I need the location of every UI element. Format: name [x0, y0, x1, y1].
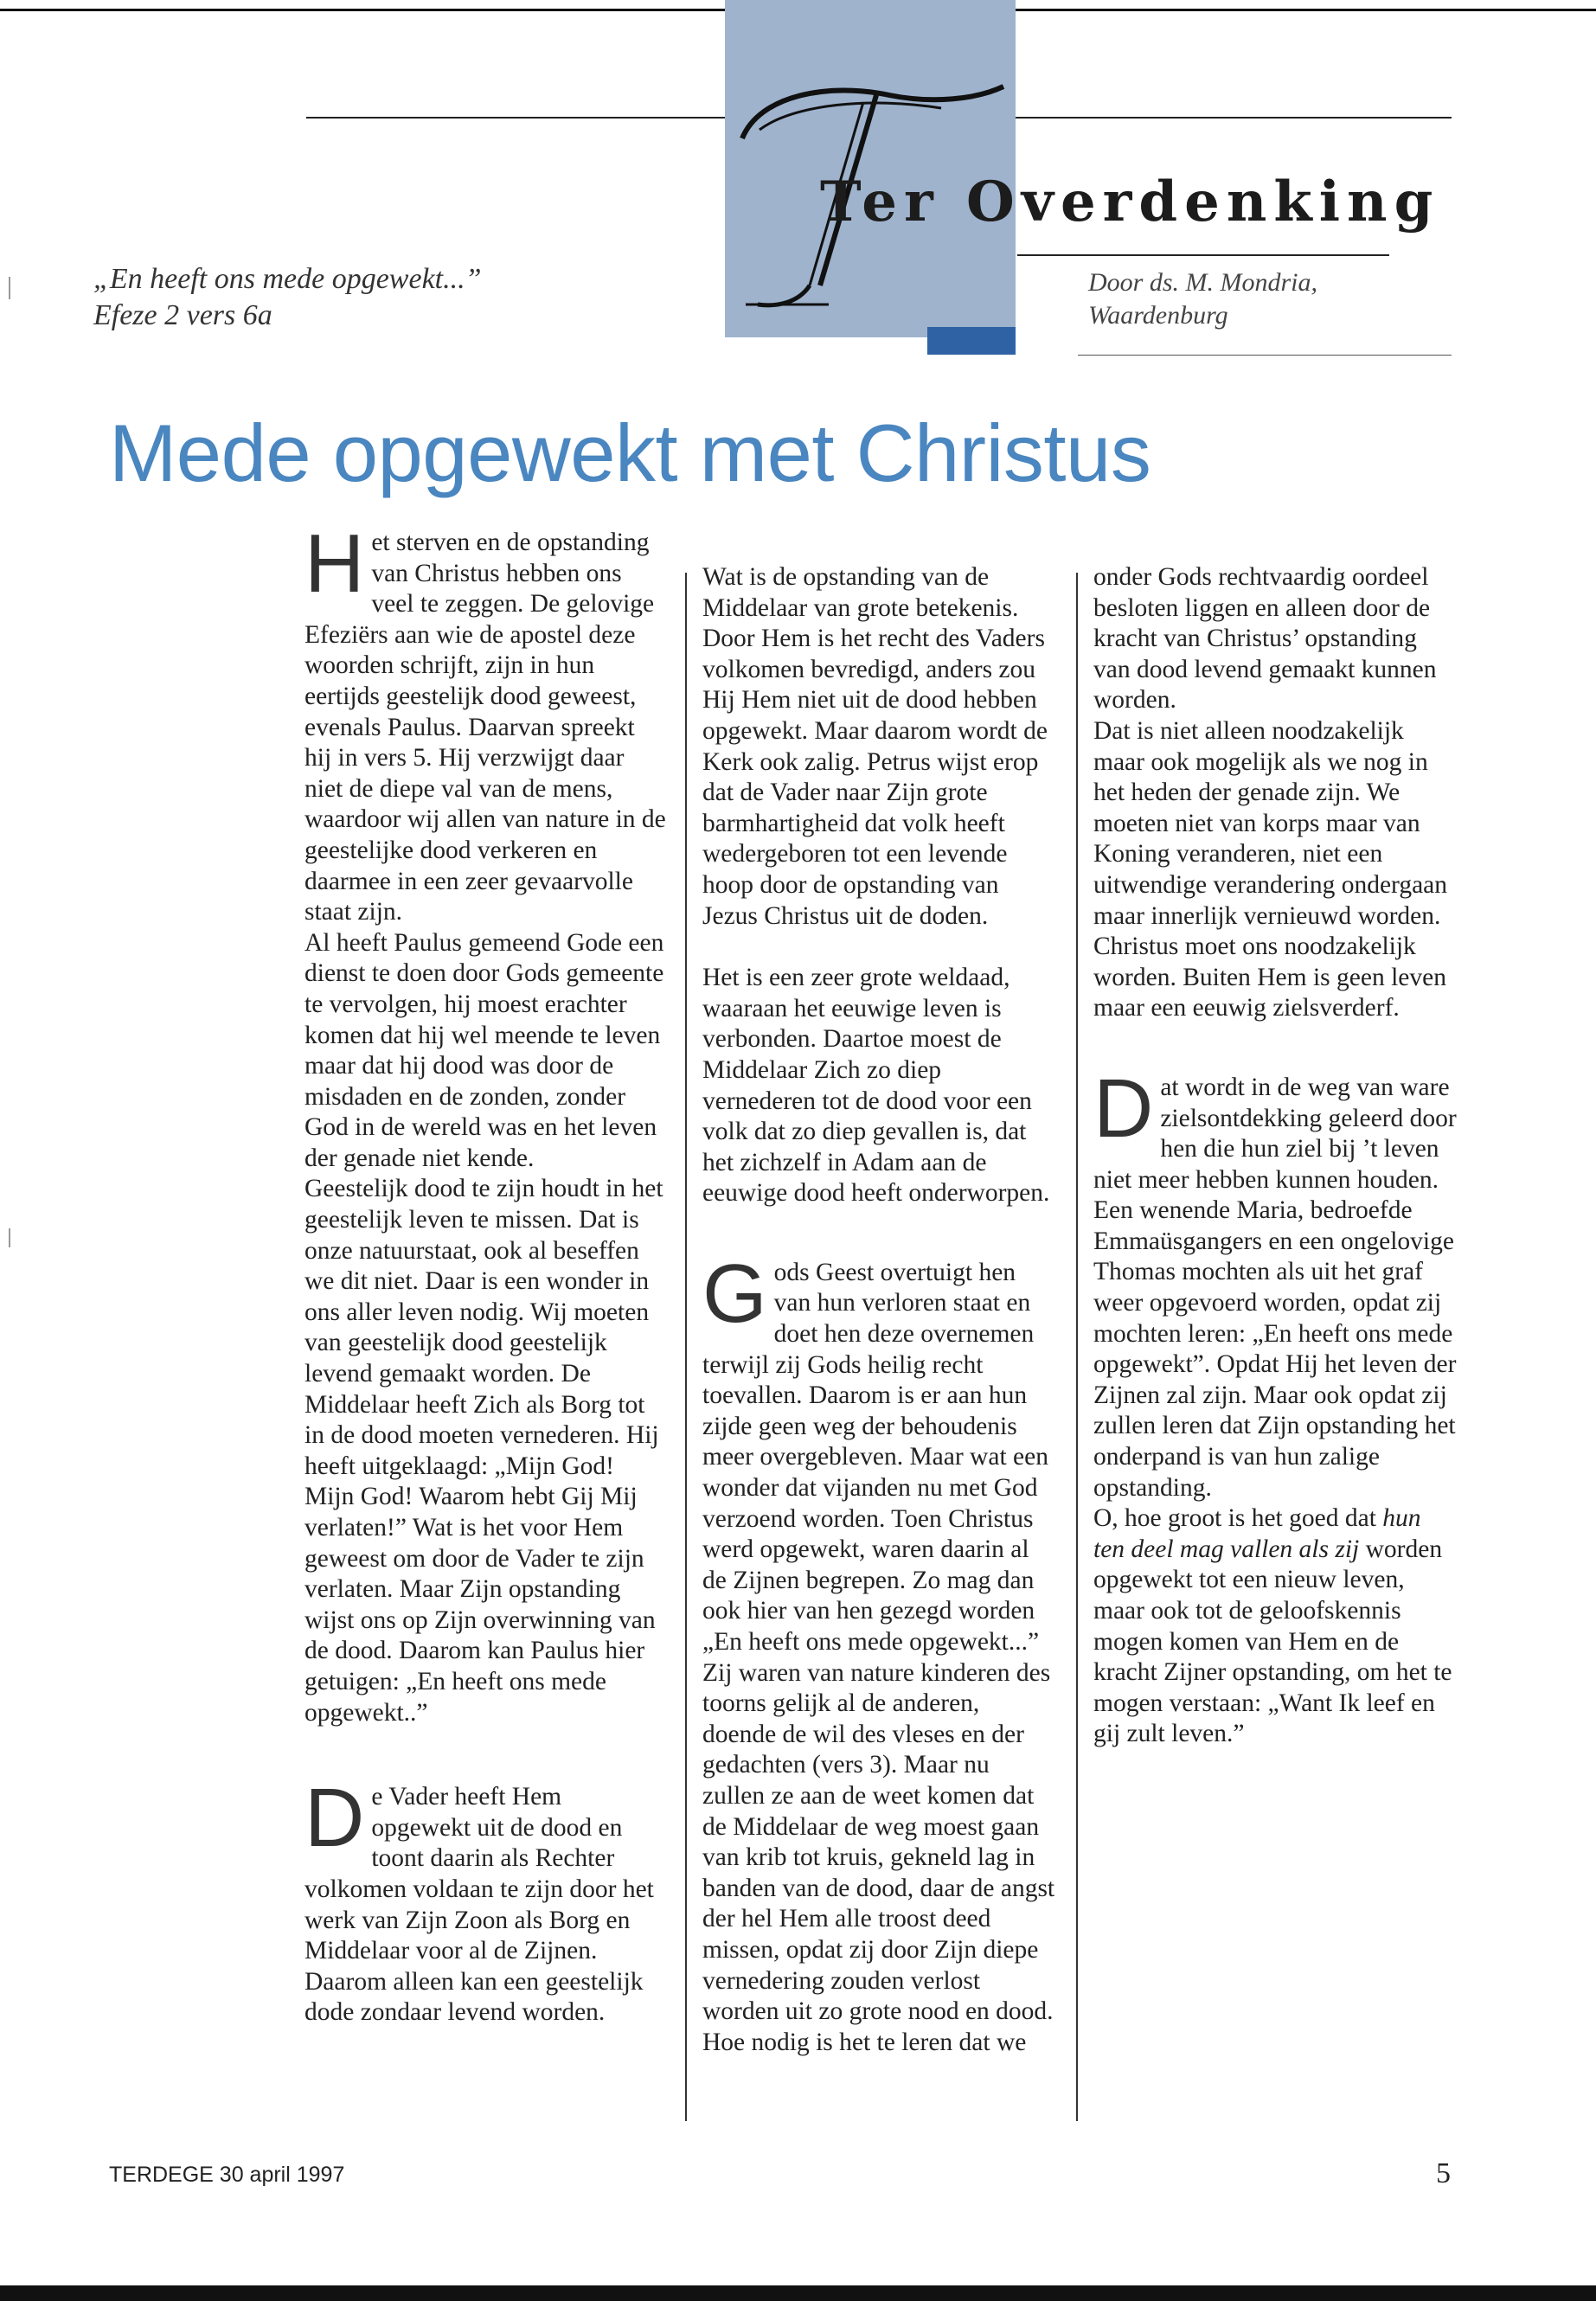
footer-publication: TERDEGE 30 april 1997 [109, 2163, 345, 2187]
paragraph-text: O, hoe groot is het goed dat [1093, 1504, 1383, 1533]
article-column-3 [1093, 562, 1457, 1750]
paragraph [1093, 1061, 1457, 1503]
author-location: Waardenburg [1088, 301, 1228, 330]
author-rule-top [1017, 254, 1389, 256]
paragraph: onder Gods rechtvaardig oordeel besloten liggen en alleen door de kracht van Christus’ opstanding van dood levend gemaakt kunnen worden. [1093, 563, 1437, 715]
scripture-quote-block [93, 261, 482, 334]
author-block [1088, 266, 1317, 332]
paragraph: Geestelijk dood te zijn houdt in het geestelijk leven te missen. Dat is onze natuurstaat, ook al beseffen we dit niet. Daar is een wonder in ons aller leven nodig. Wij moeten van geestelijk dood geestelijk levend gemaakt worden. De Middelaar heeft Zich als Borg tot in de dood moeten vernederen. Hij heeft uitgeklaagd: „Mijn God! Mijn God! Waarom hebt Gij Mij verlaten!” Wat is het voor Hem geweest om door de Vader te zijn verlaten. Maar Zijn opstanding wijst ons op Zijn overwinning van de dood. Daarom kan Paulus hier getuigen: „En heeft ons mede opgewekt..” [304, 1175, 663, 1727]
paragraph-text: et sterven en de opstanding van Christus hebben ons veel te zeggen. De gelovige Efeziërs aan wie de apostel deze woorden schrijft, zijn in hun eertijds geestelijk dood geweest, evenals Paulus. Daarvan spreekt hij in vers 5. Hij verzwijgt daar niet de diepe val van de mens, waardoor wij allen van nature in de geestelijke dood verkeren en daarmee in een zeer gevaarvolle staat zijn. [304, 529, 666, 926]
author-name: Door ds. M. Mondria, [1088, 268, 1318, 297]
header-rule-left [306, 117, 725, 119]
paragraph [304, 1772, 666, 2029]
bottom-border [0, 2285, 1596, 2301]
drop-cap: H [304, 517, 365, 610]
scripture-reference: Efeze 2 vers 6a [93, 299, 272, 331]
scan-edge-mark [9, 1228, 10, 1247]
paragraph-text: ods Geest overtuigt hen van hun verloren staat en doet hen deze overnemen terwijl zij Gods heilig recht toevallen. Daarom is er aan hun zijde geen weg der behoudenis meer overgebleven. Maar wat een wonder dat vijanden nu met God verzoend worden. Toen Christus werd opgewekt, waren daarin al de Zijnen begrepen. Zo mag dan ook hier van hen gezegd worden „En heeft ons mede opgewekt...” Zij waren van nature kinderen des toorns gelijk al de anderen, doende de wil des vleses en der gedachten (vers 3). Maar nu zullen ze aan de weet komen dat de Middelaar de weg moest gaan van krib tot kruis, gekneld lag in banden van de dood, daar de angst der hel Hem alle troost deed missen, opdat zij door Zijn diepe vernedering zouden verlost worden uit zo grote nood en dood. [702, 1258, 1055, 2026]
paragraph [304, 517, 666, 928]
drop-cap: G [702, 1247, 767, 1340]
scripture-quote: „En heeft ons mede opgewekt...” [93, 263, 482, 295]
paragraph-text: worden opgewekt tot een nieuw leven, maar ook tot de geloofskennis mogen komen van Hem en de kracht Zijner opstanding, om het te mogen verstaan: „Want Ik leef en gij zult leven.” [1093, 1535, 1452, 1748]
paragraph: Het is een zeer grote weldaad, waaraan het eeuwige leven is verbonden. Daartoe moest de Middelaar Zich zo diep vernederen tot de dood voor een volk dat zo diep gevallen is, dat het zichzelf in Adam aan de eeuwige dood heeft onderworpen. [702, 964, 1050, 1208]
paragraph: Al heeft Paulus gemeend Gode een dienst te doen door Gods gemeente te vervolgen, hij moest erachter komen dat hij wel meende te leven maar dat hij dood was door de misdaden en de zonden, zonder God in de wereld was en het leven der genade niet kende. [304, 928, 664, 1172]
header-rule-right [1016, 117, 1452, 119]
paragraph-text: at wordt in de weg van ware zielsontdekking geleerd door hen die hun ziel bij ’t leven niet meer hebben kunnen houden. Een wenende Maria, bedroefde Emmaüsgangers en een ongelovige Thomas mochten als uit het graf weer opgevoerd worden, opdat zij mochten leren: „En heeft ons mede opgewekt”. Opdat Hij het leven der Zijnen zal zijn. Maar ook opdat zij zullen leren dat Zijn opstanding het onderpand is van hun zalige opstanding. [1093, 1073, 1457, 1502]
paragraph: Hoe nodig is het te leren dat we [702, 2028, 1027, 2056]
column-divider [685, 573, 687, 2121]
drop-cap: D [304, 1772, 365, 1865]
paragraph: Wat is de opstanding van de Middelaar van grote betekenis. Door Hem is het recht des Vaders volkomen bevredigd, anders zou Hij Hem niet uit de dood hebben opgewekt. Maar daarom wordt de Kerk ook zalig. Petrus wijst erop dat de Vader naar Zijn grote barmhartigheid dat volk heeft wedergeboren tot een levende hoop door de opstanding van Jezus Christus uit de doden. [702, 563, 1048, 930]
drop-cap: D [1093, 1061, 1154, 1155]
paragraph-text: e Vader heeft Hem opgewekt uit de dood en toont daarin als Rechter volkomen voldaan te zijn door het werk van Zijn Zoon als Borg en Middelaar voor al de Zijnen. Daarom alleen kan een geestelijk dode zondaar levend worden. [304, 1783, 654, 2027]
paragraph [1093, 1503, 1457, 1750]
paragraph-italic-text: hun ten deel mag vallen als zij [1093, 1504, 1421, 1563]
page-number: 5 [1436, 2157, 1451, 2189]
section-title: Ter Overdenking [820, 170, 1440, 234]
article-column-2 [702, 562, 1055, 2058]
scan-edge-mark [9, 277, 10, 299]
article-column-1 [304, 517, 666, 2029]
paragraph [702, 1247, 1055, 2028]
article-headline: Mede opgewekt met Christus [109, 407, 1151, 498]
author-rule-bottom [1078, 355, 1452, 356]
paragraph: Dat is niet alleen noodzakelijk maar ook mogelijk als we nog in het heden der genade zijn. We moeten niet van korps maar van Koning veranderen, niet een uitwendige verandering ondergaan maar innerlijk vernieuwd worden. Christus moet ons noodzakelijk worden. Buiten Hem is geen leven maar een eeuwig zielsverderf. [1093, 716, 1448, 1022]
column-divider [1076, 573, 1078, 2121]
